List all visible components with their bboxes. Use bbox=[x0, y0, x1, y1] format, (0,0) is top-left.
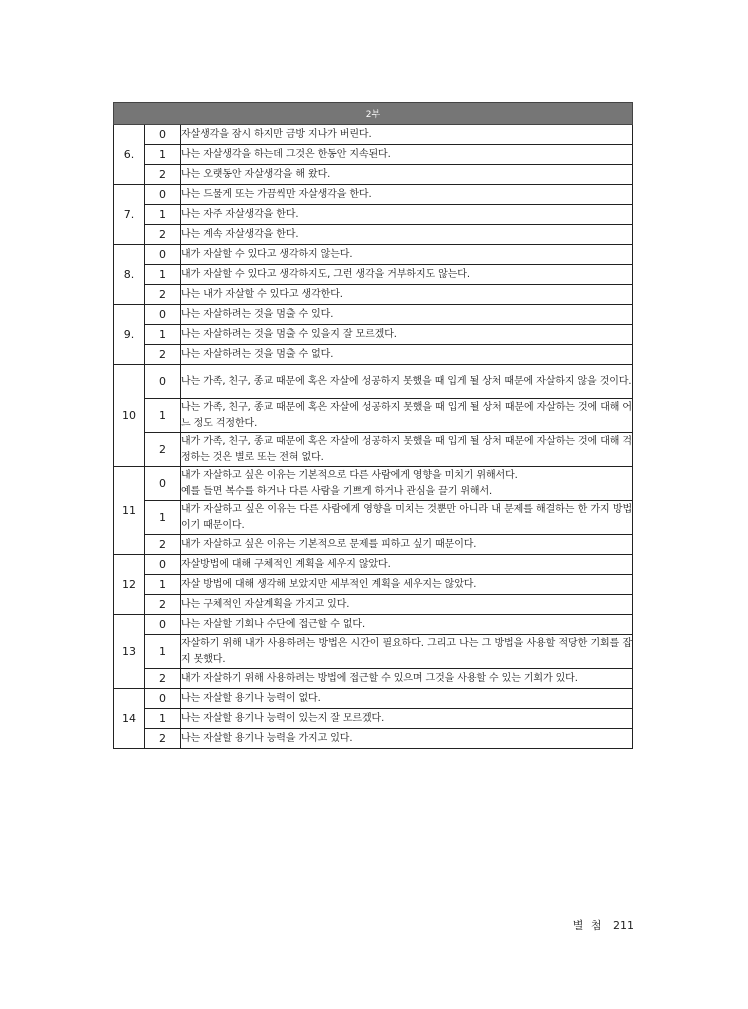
table-row bbox=[114, 535, 633, 555]
option-text: 자살하기 위해 내가 사용하려는 방법은 시간이 필요하다. 그리고 나는 그 방법을 사용할 적당한 기회를 잡지 못했다. bbox=[181, 635, 633, 669]
option-score: 0 bbox=[145, 185, 181, 205]
table-row bbox=[114, 501, 633, 535]
table-row bbox=[114, 285, 633, 305]
option-text: 나는 구체적인 자살계획을 가지고 있다. bbox=[181, 595, 633, 615]
option-score: 0 bbox=[145, 555, 181, 575]
footer-label: 별 첨 bbox=[572, 919, 604, 932]
option-text: 내가 자살할 수 있다고 생각하지 않는다. bbox=[181, 245, 633, 265]
item-number: 12 bbox=[114, 555, 145, 615]
option-score: 0 bbox=[145, 305, 181, 325]
table-row bbox=[114, 399, 633, 433]
page-footer bbox=[573, 917, 634, 933]
table-row bbox=[114, 125, 633, 145]
option-text: 자살방법에 대해 구체적인 계획을 세우지 않았다. bbox=[181, 555, 633, 575]
option-score: 1 bbox=[145, 635, 181, 669]
option-score: 2 bbox=[145, 165, 181, 185]
item-number: 8. bbox=[114, 245, 145, 305]
table-row bbox=[114, 709, 633, 729]
table-row bbox=[114, 467, 633, 501]
item-number: 13 bbox=[114, 615, 145, 689]
option-score: 0 bbox=[145, 245, 181, 265]
option-text: 나는 자살생각을 하는데 그것은 한동안 지속된다. bbox=[181, 145, 633, 165]
option-score: 0 bbox=[145, 467, 181, 501]
option-text: 내가 자살할 수 있다고 생각하지도, 그런 생각을 거부하지도 않는다. bbox=[181, 265, 633, 285]
option-text: 나는 계속 자살생각을 한다. bbox=[181, 225, 633, 245]
table-row bbox=[114, 635, 633, 669]
table-row bbox=[114, 225, 633, 245]
scale-table bbox=[113, 102, 633, 749]
option-score: 1 bbox=[145, 265, 181, 285]
option-score: 2 bbox=[145, 535, 181, 555]
option-score: 1 bbox=[145, 325, 181, 345]
option-text: 나는 자살하려는 것을 멈출 수 없다. bbox=[181, 345, 633, 365]
table-row bbox=[114, 165, 633, 185]
option-text: 나는 가족, 친구, 종교 때문에 혹은 자살에 성공하지 못했을 때 입게 될 상처 때문에 자살하지 않을 것이다. bbox=[181, 365, 633, 399]
option-text: 자살 방법에 대해 생각해 보았지만 세부적인 계획을 세우지는 않았다. bbox=[181, 575, 633, 595]
table-row bbox=[114, 365, 633, 399]
option-text: 나는 오랫동안 자살생각을 해 왔다. bbox=[181, 165, 633, 185]
table-row bbox=[114, 265, 633, 285]
part-header: 2부 bbox=[114, 103, 633, 125]
table-row bbox=[114, 245, 633, 265]
option-score: 1 bbox=[145, 575, 181, 595]
table-row bbox=[114, 595, 633, 615]
table-row bbox=[114, 669, 633, 689]
option-text: 나는 가족, 친구, 종교 때문에 혹은 자살에 성공하지 못했을 때 입게 될 상처 때문에 자살하는 것에 대해 어느 정도 걱정한다. bbox=[181, 399, 633, 433]
option-score: 1 bbox=[145, 205, 181, 225]
option-text: 내가 자살하고 싶은 이유는 기본적으로 다른 사람에게 영향을 미치기 위해서다. 예를 들면 복수를 하거나 다른 사람을 기쁘게 하거나 관심을 끌기 위해서. bbox=[181, 467, 633, 501]
option-score: 2 bbox=[145, 669, 181, 689]
table-row bbox=[114, 729, 633, 749]
option-score: 2 bbox=[145, 595, 181, 615]
table-row bbox=[114, 689, 633, 709]
option-score: 1 bbox=[145, 399, 181, 433]
option-text: 나는 자주 자살생각을 한다. bbox=[181, 205, 633, 225]
item-number: 10 bbox=[114, 365, 145, 467]
option-score: 1 bbox=[145, 145, 181, 165]
option-text: 내가 자살하기 위해 사용하려는 방법에 접근할 수 있으며 그것을 사용할 수 있는 기회가 있다. bbox=[181, 669, 633, 689]
table-row bbox=[114, 145, 633, 165]
table-row bbox=[114, 433, 633, 467]
option-text: 나는 자살할 용기나 능력이 없다. bbox=[181, 689, 633, 709]
option-score: 0 bbox=[145, 615, 181, 635]
table-row bbox=[114, 555, 633, 575]
option-text: 내가 가족, 친구, 종교 때문에 혹은 자살에 성공하지 못했을 때 입게 될 상처 때문에 자살하는 것에 대해 걱정하는 것은 별로 또는 전혀 없다. bbox=[181, 433, 633, 467]
table-row bbox=[114, 575, 633, 595]
option-text: 나는 자살할 용기나 능력이 있는지 잘 모르겠다. bbox=[181, 709, 633, 729]
option-score: 2 bbox=[145, 345, 181, 365]
option-score: 0 bbox=[145, 689, 181, 709]
option-score: 2 bbox=[145, 729, 181, 749]
option-text: 나는 자살할 용기나 능력을 가지고 있다. bbox=[181, 729, 633, 749]
option-text: 내가 자살하고 싶은 이유는 다른 사람에게 영향을 미치는 것뿐만 아니라 내 문제를 해결하는 한 가지 방법이기 때문이다. bbox=[181, 501, 633, 535]
item-number: 6. bbox=[114, 125, 145, 185]
table-row bbox=[114, 205, 633, 225]
option-score: 2 bbox=[145, 225, 181, 245]
option-score: 0 bbox=[145, 125, 181, 145]
item-number: 14 bbox=[114, 689, 145, 749]
option-text: 자살생각을 잠시 하지만 금방 지나가 버린다. bbox=[181, 125, 633, 145]
item-number: 9. bbox=[114, 305, 145, 365]
table-row bbox=[114, 345, 633, 365]
table-row bbox=[114, 185, 633, 205]
page-number: 211 bbox=[613, 919, 634, 932]
table-row bbox=[114, 325, 633, 345]
item-number: 7. bbox=[114, 185, 145, 245]
item-number: 11 bbox=[114, 467, 145, 555]
option-text: 나는 자살할 기회나 수단에 접근할 수 없다. bbox=[181, 615, 633, 635]
option-score: 2 bbox=[145, 433, 181, 467]
option-text: 나는 자살하려는 것을 멈출 수 있다. bbox=[181, 305, 633, 325]
option-text: 나는 드물게 또는 가끔씩만 자살생각을 한다. bbox=[181, 185, 633, 205]
option-score: 0 bbox=[145, 365, 181, 399]
table-row bbox=[114, 615, 633, 635]
option-score: 2 bbox=[145, 285, 181, 305]
table-row bbox=[114, 305, 633, 325]
option-text: 나는 자살하려는 것을 멈출 수 있을지 잘 모르겠다. bbox=[181, 325, 633, 345]
option-text: 나는 내가 자살할 수 있다고 생각한다. bbox=[181, 285, 633, 305]
option-score: 1 bbox=[145, 709, 181, 729]
option-score: 1 bbox=[145, 501, 181, 535]
option-text: 내가 자살하고 싶은 이유는 기본적으로 문제를 피하고 싶기 때문이다. bbox=[181, 535, 633, 555]
